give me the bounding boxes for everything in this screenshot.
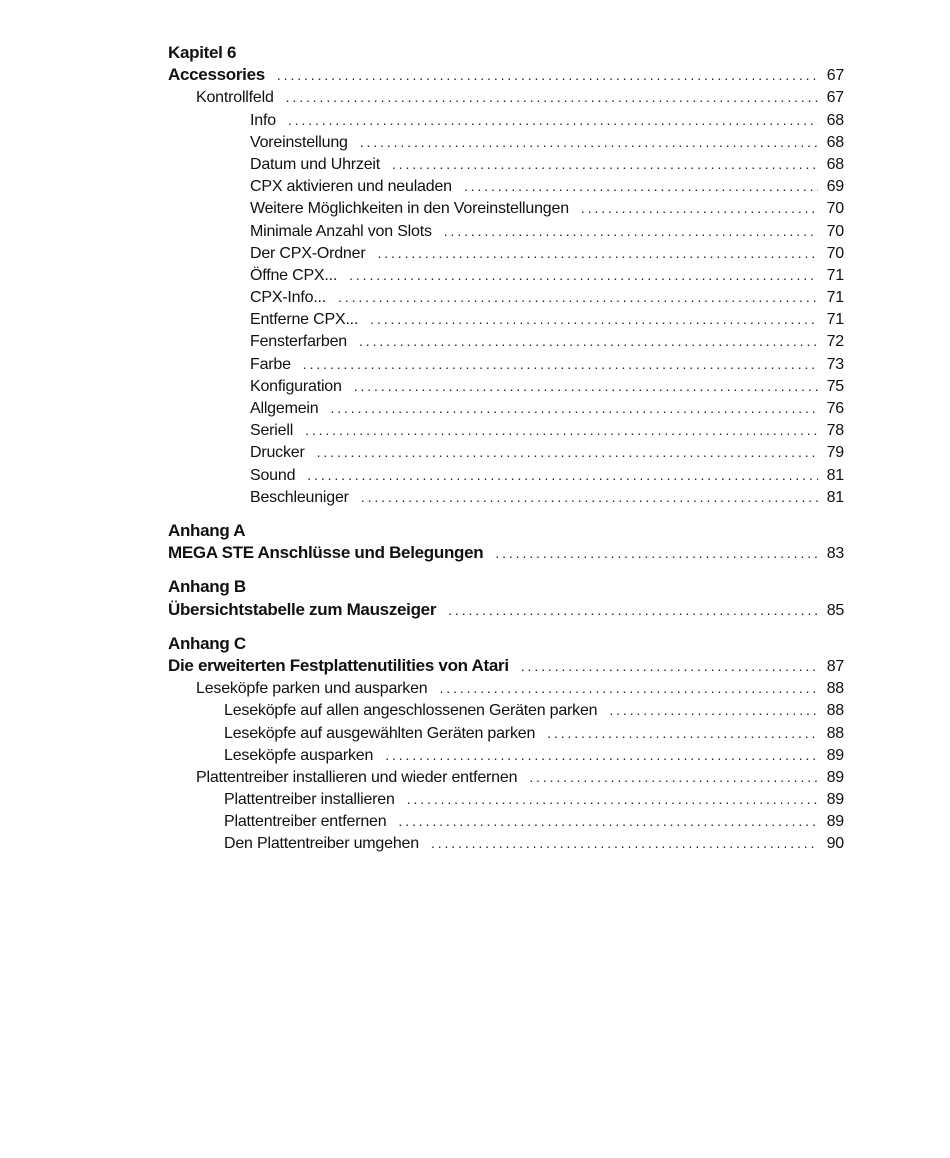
dot-leader [495,542,818,564]
dot-leader [398,810,818,832]
toc-entry-page-number: 89 [826,791,844,809]
toc-entry-page-number: 85 [826,601,844,619]
toc-entry-title: Datum und Uhrzeit [250,155,380,173]
toc-entry-title: Accessories [168,65,265,85]
toc-entry[interactable] [168,86,844,108]
table-of-contents [168,42,844,867]
toc-entry-page-number: 90 [826,835,844,853]
toc-entry-page-number: 68 [826,133,844,151]
toc-entry[interactable] [168,286,844,308]
dot-leader [385,744,818,766]
toc-entry-title: Leseköpfe parken und ausparken [196,680,428,698]
toc-entry-page-number: 70 [826,222,844,240]
section-heading: Anhang B [168,577,246,597]
toc-entry-page-number: 81 [826,488,844,506]
toc-entry-title: Fensterfarben [250,333,348,351]
toc-entry[interactable] [168,810,844,832]
toc-entry-page-number: 83 [826,545,844,563]
dot-leader [464,175,818,197]
dot-leader [392,153,818,175]
dot-leader [581,197,818,219]
toc-entry[interactable] [168,131,844,153]
dot-leader [307,464,818,486]
toc-entry[interactable] [168,788,844,810]
toc-entry[interactable] [168,220,844,242]
dot-leader [448,599,818,621]
toc-entry-title: Info [250,111,276,129]
section-heading: Anhang A [168,520,246,540]
toc-entry[interactable] [168,264,844,286]
toc-entry-page-number: 88 [826,680,844,698]
toc-entry[interactable] [168,109,844,131]
dot-leader [359,330,818,352]
section-heading: Anhang C [168,633,246,653]
toc-entry[interactable] [168,64,844,86]
toc-entry-page-number: 79 [826,444,844,462]
dot-leader [521,655,818,677]
toc-entry[interactable] [168,542,844,564]
toc-entry-page-number: 68 [826,155,844,173]
toc-entry[interactable] [168,766,844,788]
dot-leader [360,131,818,153]
toc-entry[interactable] [168,175,844,197]
toc-entry-page-number: 72 [826,333,844,351]
dot-leader [305,419,818,441]
toc-section [168,633,844,855]
toc-entry-page-number: 89 [826,746,844,764]
dot-leader [330,397,818,419]
toc-entry-page-number: 76 [826,400,844,418]
toc-entry-title: Konfiguration [250,377,342,395]
toc-entry-page-number: 67 [826,89,844,107]
toc-section [168,520,844,564]
dot-leader [444,220,818,242]
toc-entry-page-number: 89 [826,813,844,831]
toc-entry-title: Leseköpfe ausparken [224,746,374,764]
toc-entry-page-number: 75 [826,377,844,395]
dot-leader [431,832,818,854]
toc-entry-title: Die erweiterten Festplattenutilities von Atari [168,655,509,675]
toc-entry-title: Kontrollfeld [196,89,274,107]
toc-entry-page-number: 87 [826,657,844,675]
toc-entry[interactable] [168,330,844,352]
toc-entry-page-number: 81 [826,466,844,484]
toc-entry-title: Seriell [250,422,294,440]
toc-entry-page-number: 71 [826,289,844,307]
toc-entry-page-number: 73 [826,355,844,373]
toc-entry-title: Der CPX-Ordner [250,244,366,262]
toc-entry-title: Öffne CPX... [250,266,338,284]
dot-leader [547,722,818,744]
dot-leader [277,64,818,86]
toc-entry[interactable] [168,655,844,677]
dot-leader [349,264,818,286]
toc-entry-title: Farbe [250,355,291,373]
toc-entry[interactable] [168,486,844,508]
toc-entry-page-number: 71 [826,266,844,284]
toc-entry-page-number: 89 [826,768,844,786]
toc-entry[interactable] [168,744,844,766]
toc-entry[interactable] [168,353,844,375]
dot-leader [529,766,818,788]
dot-leader [407,788,818,810]
toc-entry[interactable] [168,197,844,219]
toc-entry[interactable] [168,375,844,397]
toc-entry-title: Plattentreiber installieren [224,791,395,809]
toc-entry-title: CPX-Info... [250,289,327,307]
toc-entry-page-number: 69 [826,178,844,196]
toc-entry[interactable] [168,722,844,744]
toc-entry-title: Übersichtstabelle zum Mauszeiger [168,599,437,619]
toc-entry-page-number: 78 [826,422,844,440]
dot-leader [338,286,818,308]
toc-entry-title: Sound [250,466,296,484]
toc-section [168,42,844,508]
dot-leader [370,308,818,330]
toc-entry[interactable] [168,464,844,486]
toc-entry-title: Entferne CPX... [250,311,359,329]
toc-entry[interactable] [168,441,844,463]
dot-leader [440,677,818,699]
dot-leader [288,109,818,131]
toc-entry-page-number: 67 [826,67,844,85]
toc-entry-title: Plattentreiber entfernen [224,813,387,831]
dot-leader [303,353,818,375]
toc-entry-title: Den Plattentreiber umgehen [224,835,419,853]
toc-entry-page-number: 88 [826,702,844,720]
toc-entry[interactable] [168,308,844,330]
toc-section [168,576,844,620]
toc-entry-title: Minimale Anzahl von Slots [250,222,432,240]
dot-leader [286,86,818,108]
toc-entry[interactable] [168,397,844,419]
toc-entry-title: Weitere Möglichkeiten in den Voreinstellungen [250,200,569,218]
toc-entry-title: Leseköpfe auf allen angeschlossenen Geräten parken [224,702,598,720]
toc-entry[interactable] [168,699,844,721]
toc-entry-title: Beschleuniger [250,488,349,506]
section-heading: Kapitel 6 [168,43,237,62]
dot-leader [354,375,818,397]
toc-entry-title: Leseköpfe auf ausgewählten Geräten parken [224,724,536,742]
toc-entry[interactable] [168,599,844,621]
toc-entry[interactable] [168,419,844,441]
dot-leader [609,699,818,721]
toc-entry-title: CPX aktivieren und neuladen [250,178,452,196]
dot-leader [361,486,818,508]
toc-entry-page-number: 68 [826,111,844,129]
toc-entry-title: MEGA STE Anschlüsse und Belegungen [168,543,484,563]
toc-entry[interactable] [168,242,844,264]
toc-entry-title: Allgemein [250,400,319,418]
toc-entry-page-number: 71 [826,311,844,329]
toc-entry-page-number: 70 [826,244,844,262]
toc-entry[interactable] [168,153,844,175]
toc-entry-page-number: 70 [826,200,844,218]
toc-entry[interactable] [168,677,844,699]
toc-entry-page-number: 88 [826,724,844,742]
dot-leader [317,441,818,463]
dot-leader [377,242,818,264]
toc-entry[interactable] [168,832,844,854]
toc-entry-title: Drucker [250,444,305,462]
toc-entry-title: Plattentreiber installieren und wieder entfernen [196,768,518,786]
toc-entry-title: Voreinstellung [250,133,348,151]
